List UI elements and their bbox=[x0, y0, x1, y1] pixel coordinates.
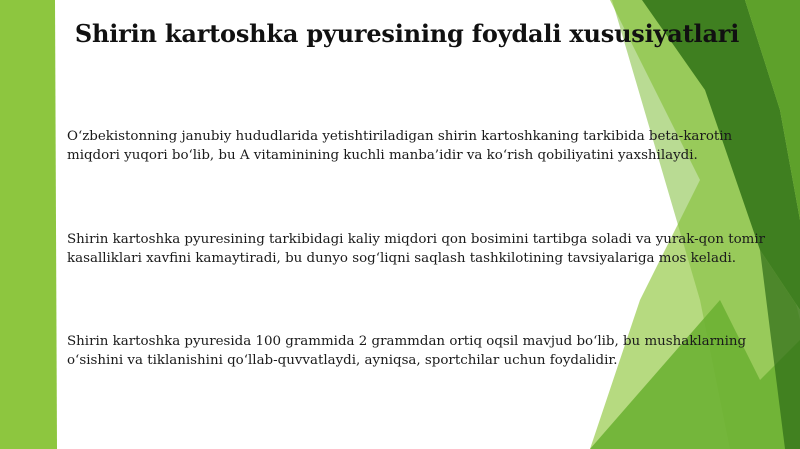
paragraph-potassium: Shirin kartoshka pyuresining tarkibidagi kaliy miqdori qon bosimini tartibga soladi va yurak-qon tomir kasalliklari xavfini kamaytiradi, bu dunyo sog‘liqni saqlash tashkilotining tavsiyalariga mos keladi. bbox=[67, 232, 766, 266]
left-green-band bbox=[0, 0, 57, 449]
paragraph-beta-carotene: O‘zbekistonning janubiy hududlarida yetishtiriladigan shirin kartoshkaning tarkibida beta-karotin miqdori yuqori bo‘lib, bu A vitaminining kuchli manba’idir va ko‘rish qobiliyatini yaxshilaydi. bbox=[67, 129, 733, 163]
paragraph-protein: Shirin kartoshka pyuresida 100 grammida 2 grammdan ortiq oqsil mavjud bo‘lib, bu mushaklarning o‘sishini va tiklanishini qo‘llab-quvvatlaydi, ayniqsa, sportchilar uchun foydalidir. bbox=[67, 334, 747, 368]
slide-title: Shirin kartoshka pyuresining foydali xususiyatlari bbox=[74, 19, 740, 48]
